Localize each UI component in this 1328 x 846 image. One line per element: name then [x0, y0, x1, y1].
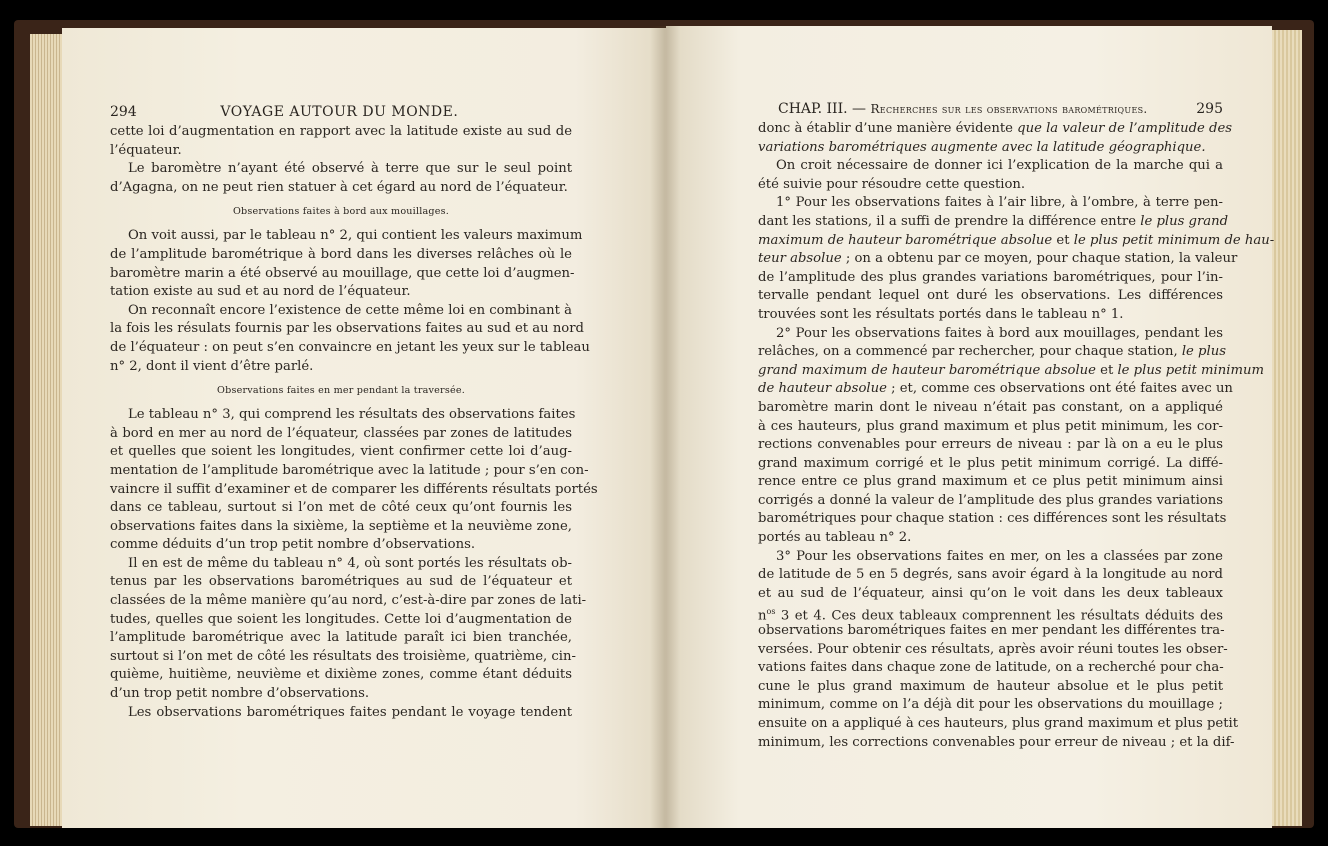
book-gutter: [650, 26, 680, 828]
text-line: l’équateur.: [110, 142, 182, 158]
text-line: minimum, comme on l’a déjà dit pour les observations du mouillage ;: [758, 697, 1223, 713]
text-line: rections convenables pour erreurs de niveau : par là on a eu le plus: [758, 437, 1223, 453]
text-line: donc à établir d’une manière évidente que la valeur de l’amplitude des: [758, 121, 1233, 136]
text-line: $n^{os}$ 3 et 4. Ces deux tableaux comprennent les résultats déduits des: [758, 607, 1223, 624]
text-line: observations faites dans la sixième, la septième et la neuvième zone,: [110, 518, 572, 534]
text-line: trouvées sont les résultats portés dans le tableau n° 1.: [758, 306, 1124, 322]
text-line: ensuite on a appliqué à ces hauteurs, plus grand maximum et plus petit: [758, 716, 1239, 731]
right-running-header: [758, 101, 1223, 120]
text-line: dans ce tableau, surtout si l’on met de côté ceux qu’ont fournis les: [110, 500, 572, 516]
text-line: Le tableau n° 3, qui comprend les résultats des observations faites: [128, 407, 576, 423]
text-line: grand maximum de hauteur barométrique absolue et le plus petit minimum: [758, 362, 1264, 378]
right-page-text: [758, 101, 1275, 752]
text-line: tenus par les observations barométriques au sud de l’équateur et: [110, 574, 572, 590]
text-line: comme déduits d’un trop petit nombre d’observations.: [110, 537, 476, 553]
text-line: de l’amplitude barométrique à bord dans les diverses relâches où le: [110, 246, 572, 262]
text-line: la fois les résulats fournis par les observations faites au sud et au nord: [110, 321, 584, 337]
text-line: n° 2, dont il vient d’être parlé.: [110, 358, 314, 374]
text-line: observations barométriques faites en mer pendant les différentes tra-: [758, 623, 1225, 639]
text-line: et quelles que soient les longitudes, vient confirmer cette loi d’aug-: [110, 444, 572, 460]
text-line: à ces hauteurs, plus grand maximum et plus petit minimum, les cor-: [758, 418, 1223, 434]
text-line: surtout si l’on met de côté les résultats des troisième, quatrième, cin-: [110, 648, 576, 664]
chapter-label: CHAP. III. —: [778, 101, 871, 117]
text-line: Le baromètre n’ayant été observé à terre que sur le seul point: [128, 161, 572, 177]
left-paragraphs-c: [110, 406, 598, 722]
text-line: tudes, quelles que soient les longitudes. Cette loi d’augmentation de: [110, 611, 572, 627]
text-line: cette loi d’augmentation en rapport avec la latitude existe au sud de: [110, 124, 572, 139]
text-line: baromètre marin dont le niveau n’était pas constant, on a appliqué: [758, 399, 1223, 415]
text-line: maximum de hauteur barométrique absolue et le plus petit minimum de hau-: [758, 232, 1275, 248]
left-page-number: 294: [110, 104, 137, 120]
text-line: teur absolue ; on a obtenu par ce moyen, pour chaque station, la valeur: [758, 251, 1238, 267]
text-line: mentation de l’amplitude barométrique avec la latitude ; pour s’en con-: [110, 462, 589, 478]
text-line: 1° Pour les observations faites à l’air libre, à l’ombre, à terre pen-: [776, 195, 1223, 211]
text-line: d’un trop petit nombre d’observations.: [110, 686, 370, 702]
text-line: On reconnaît encore l’existence de cette même loi en combinant à: [128, 302, 572, 318]
text-line: Les observations barométriques faites pendant le voyage tendent: [128, 704, 572, 720]
text-line: d’Agagna, on ne peut rien statuer à cet égard au nord de l’équateur.: [110, 179, 568, 195]
text-line: relâches, on a commencé par rechercher, pour chaque station, le plus: [758, 344, 1226, 360]
text-line: grand maximum corrigé et le plus petit minimum corrigé. La diffé-: [758, 455, 1223, 471]
right-paragraphs: [758, 120, 1275, 752]
text-line: dant les stations, il a suffi de prendre la différence entre le plus grand: [758, 213, 1229, 229]
text-line: à bord en mer au nord de l’équateur, classées par zones de latitudes: [110, 425, 572, 441]
right-page-number: 295: [1196, 101, 1223, 117]
left-running-header: [110, 104, 572, 123]
text-line: 3° Pour les observations faites en mer, on les a classées par zone: [776, 548, 1223, 564]
text-line: l’amplitude barométrique avec la latitude paraît ici bien tranchée,: [110, 630, 572, 646]
text-line: baromètre marin a été observé au mouillage, que cette loi d’augmen-: [110, 265, 575, 281]
text-line: quième, huitième, neuvième et dixième zones, comme étant déduits: [110, 667, 572, 683]
section-caption-mouillages: Observations faites à bord aux mouillages.: [232, 206, 450, 218]
text-line: portés au tableau n° 2.: [758, 530, 912, 546]
text-line: rence entre ce plus grand maximum et ce plus petit minimum ainsi: [758, 474, 1223, 490]
text-line: 2° Pour les observations faites à bord aux mouillages, pendant les: [776, 325, 1223, 341]
left-running-head: VOYAGE AUTOUR DU MONDE.: [220, 104, 459, 120]
text-line: On croit nécessaire de donner ici l’explication de la marche qui a: [776, 158, 1223, 174]
text-line: de l’équateur : on peut s’en convaincre en jetant les yeux sur le tableau: [110, 339, 590, 355]
page-edges-left: [30, 34, 66, 826]
text-line: de l’amplitude des plus grandes variations barométriques, pour l’in-: [758, 269, 1223, 285]
text-line: tervalle pendant lequel ont duré les observations. Les différences: [758, 288, 1223, 304]
left-page-text: [110, 104, 598, 722]
text-line: classées de la même manière qu’au nord, c’est-à-dire par zones de lati-: [110, 593, 587, 609]
text-line: de hauteur absolue ; et, comme ces observations ont été faites avec un: [758, 381, 1233, 397]
text-line: corrigés a donné la valeur de l’amplitude des plus grandes variations: [758, 492, 1223, 508]
text-line: tation existe au sud et au nord de l’équateur.: [110, 284, 411, 300]
text-line: vations faites dans chaque zone de latitude, on a recherché pour cha-: [758, 660, 1224, 676]
chapter-title: Recherches sur les observations barométriques.: [870, 102, 1148, 116]
text-line: été suivie pour résoudre cette question.: [758, 176, 1026, 192]
text-line: minimum, les corrections convenables pour erreur de niveau ; et la dif-: [758, 734, 1235, 750]
section-caption-traversee: Observations faites en mer pendant la traversée.: [217, 385, 465, 397]
text-line: vaincre il suffit d’examiner et de comparer les différents résultats portés: [110, 481, 598, 497]
left-paragraphs-a: [110, 123, 572, 197]
text-line: barométriques pour chaque station : ces différences sont les résultats: [758, 511, 1227, 527]
text-line: versées. Pour obtenir ces résultats, après avoir réuni toutes les obser-: [758, 641, 1228, 657]
text-line: et au sud de l’équateur, ainsi qu’on le voit dans les deux tableaux: [758, 585, 1223, 601]
text-line: cune le plus grand maximum de hauteur absolue et le plus petit: [758, 678, 1223, 694]
text-line: variations barométriques augmente avec la latitude géographique.: [758, 139, 1206, 155]
text-line: Il en est de même du tableau n° 4, où sont portés les résultats ob-: [128, 555, 572, 571]
left-paragraphs-b: [110, 227, 590, 376]
text-line: de latitude de 5 en 5 degrés, sans avoir égard à la longitude au nord: [758, 567, 1223, 583]
text-line: On voit aussi, par le tableau n° 2, qui contient les valeurs maximum: [128, 228, 583, 244]
